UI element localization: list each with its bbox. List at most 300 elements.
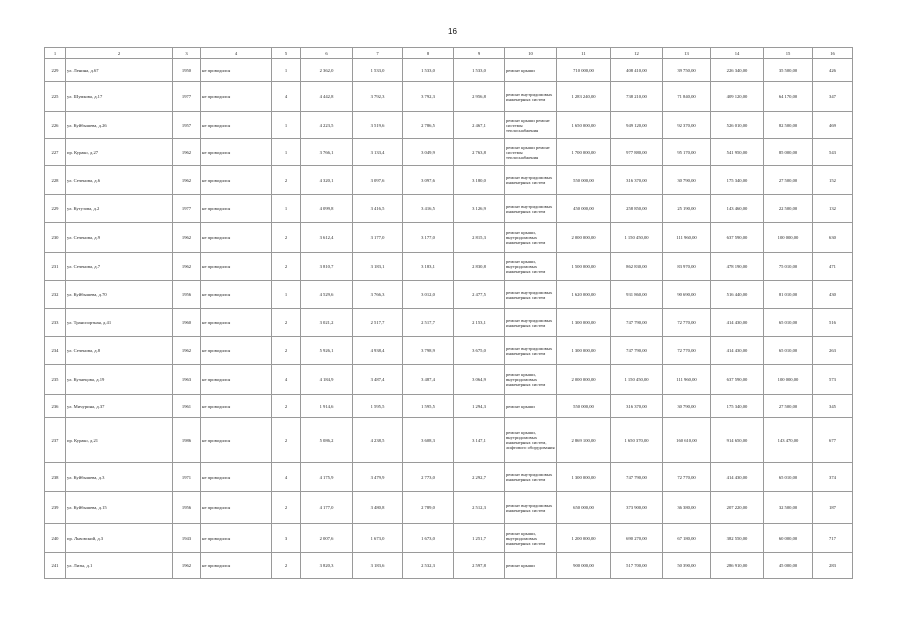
table-cell: пр. Курако, д.21	[66, 418, 173, 463]
table-cell: 100 000,00	[764, 365, 813, 395]
table-cell: ремонт крыши ремонт системы теплоснабжения	[505, 112, 557, 139]
table-cell: 2 869 100,00	[557, 418, 611, 463]
table-cell: 3 792,3	[353, 82, 403, 112]
table-cell: 143 460,00	[711, 195, 764, 223]
table-cell: 4 223,5	[301, 112, 353, 139]
table-cell: 677	[813, 418, 853, 463]
table-cell: не проводился	[201, 59, 272, 82]
table-cell: 175 340,00	[711, 166, 764, 195]
column-header: 2	[66, 48, 173, 59]
table-cell: 1 650 370,00	[611, 418, 663, 463]
table-cell: 83 970,00	[663, 253, 711, 281]
table-cell: 60 000,00	[764, 524, 813, 553]
table-cell: не проводился	[201, 309, 272, 337]
table-cell: не проводился	[201, 195, 272, 223]
table-cell: не проводился	[201, 253, 272, 281]
table-cell: 3 487,4	[403, 365, 454, 395]
table-cell: не проводился	[201, 395, 272, 418]
table-cell: 226 340,00	[711, 59, 764, 82]
table-cell: 374	[813, 463, 853, 492]
table-cell: 39 750,00	[663, 59, 711, 82]
table-cell: 25 190,00	[663, 195, 711, 223]
table-cell: 27 500,00	[764, 395, 813, 418]
table-cell: 2 517,7	[403, 309, 454, 337]
table-cell: 72 770,00	[663, 463, 711, 492]
table-cell: 82 500,00	[764, 112, 813, 139]
column-header: 7	[353, 48, 403, 59]
table-cell: 2 597,8	[454, 553, 505, 579]
table-cell: 1	[272, 112, 301, 139]
capital-repair-table	[44, 47, 853, 579]
table-cell: 3 519,6	[353, 112, 403, 139]
table-cell: 160 610,00	[663, 418, 711, 463]
table-cell: 2 153,1	[454, 309, 505, 337]
table-cell: ул. Мичурина, д.37	[66, 395, 173, 418]
table-cell: 316 370,00	[611, 395, 663, 418]
table-cell: ремонт внутридомовых инженерных систем	[505, 309, 557, 337]
table-cell: 1	[272, 195, 301, 223]
table-cell: 409 120,00	[711, 82, 764, 112]
table-cell: 111 960,00	[663, 223, 711, 253]
table-cell: 65 010,00	[764, 337, 813, 365]
table-cell: 1	[272, 139, 301, 166]
table-cell: не проводился	[201, 463, 272, 492]
table-cell: 3 479,9	[353, 463, 403, 492]
table-cell: 286 910,00	[711, 553, 764, 579]
table-cell: не проводился	[201, 337, 272, 365]
table-cell: 1 251,7	[454, 524, 505, 553]
table-cell: 1950	[173, 59, 201, 82]
table-cell: 1986	[173, 418, 201, 463]
column-header: 4	[201, 48, 272, 59]
table-cell: 2	[272, 253, 301, 281]
table-cell: 231	[45, 253, 66, 281]
table-cell: 2 512,3	[454, 492, 505, 524]
table-cell: 1962	[173, 166, 201, 195]
table-row	[45, 223, 853, 253]
table-cell: не проводился	[201, 82, 272, 112]
column-header: 13	[663, 48, 711, 59]
table-cell: 637 590,00	[711, 365, 764, 395]
column-header: 3	[173, 48, 201, 59]
table-cell: не проводился	[201, 524, 272, 553]
table-cell: 237	[45, 418, 66, 463]
table-cell: 517 700,00	[611, 553, 663, 579]
table-cell: 2	[272, 337, 301, 365]
column-header: 5	[272, 48, 301, 59]
table-cell: 1961	[173, 395, 201, 418]
table-cell: 747 790,00	[611, 337, 663, 365]
table-cell: 32 500,00	[764, 492, 813, 524]
table-cell: 373 900,00	[611, 492, 663, 524]
table-cell: 3 183,1	[403, 253, 454, 281]
column-header: 9	[454, 48, 505, 59]
table-cell: 27 500,00	[764, 166, 813, 195]
table-cell: не проводился	[201, 223, 272, 253]
table-row	[45, 395, 853, 418]
table-row	[45, 281, 853, 309]
table-cell: 3 487,4	[353, 365, 403, 395]
table-cell: 3 416,5	[353, 195, 403, 223]
table-cell: 229	[45, 59, 66, 82]
column-header: 16	[813, 48, 853, 59]
table-cell: 263	[813, 337, 853, 365]
table-cell: 345	[813, 395, 853, 418]
table-cell: ремонт крыши, внутридомовых инженерных систем	[505, 365, 557, 395]
column-header: 1	[45, 48, 66, 59]
table-cell: 3 608,3	[403, 418, 454, 463]
table-cell: 3	[272, 524, 301, 553]
table-row	[45, 492, 853, 524]
table-cell: ул. Лизы, д.1	[66, 553, 173, 579]
table-cell: 1 150 450,00	[611, 365, 663, 395]
table-cell: 471	[813, 253, 853, 281]
table-row	[45, 253, 853, 281]
table-cell: 550 000,00	[557, 166, 611, 195]
table-cell: 5 086,2	[301, 418, 353, 463]
table-cell: 747 790,00	[611, 309, 663, 337]
table-cell: 931 860,00	[611, 281, 663, 309]
table-cell: 1 533,0	[403, 59, 454, 82]
table-cell: ремонт крыши ремонт системы теплоснабжения	[505, 139, 557, 166]
table-cell: 2 000 000,00	[557, 365, 611, 395]
table-cell: ремонт внутридомовых инженерных систем	[505, 337, 557, 365]
table-cell: ремонт крыши, внутридомовых инженерных систем	[505, 223, 557, 253]
table-cell: 64 170,00	[764, 82, 813, 112]
table-cell: 3 766,1	[301, 139, 353, 166]
table-cell: 3 126,9	[454, 195, 505, 223]
table-cell: 111 960,00	[663, 365, 711, 395]
table-cell: 2 830,8	[454, 253, 505, 281]
table-cell: ремонт внутридомовых инженерных систем	[505, 492, 557, 524]
column-header: 15	[764, 48, 813, 59]
table-cell: 1 650 000,00	[557, 112, 611, 139]
table-cell: 2	[272, 395, 301, 418]
table-cell: ремонт крыши	[505, 395, 557, 418]
table-cell: 1 294,3	[454, 395, 505, 418]
table-cell: 1960	[173, 309, 201, 337]
table-row	[45, 166, 853, 195]
table-cell: 1943	[173, 524, 201, 553]
table-cell: 22 500,00	[764, 195, 813, 223]
table-cell: 650 000,00	[557, 492, 611, 524]
table-cell: 175 340,00	[711, 395, 764, 418]
table-cell: 30 790,00	[663, 166, 711, 195]
table-cell: 4	[272, 82, 301, 112]
table-cell: ул. Куйбышева, д.70	[66, 281, 173, 309]
table-cell: 4 099,8	[301, 195, 353, 223]
table-row	[45, 418, 853, 463]
table-cell: 1 200 000,00	[557, 524, 611, 553]
table-cell: 3 180,0	[454, 166, 505, 195]
table-cell: 4 529,6	[301, 281, 353, 309]
table-cell: 4	[272, 463, 301, 492]
table-cell: 36 380,00	[663, 492, 711, 524]
table-row	[45, 309, 853, 337]
table-cell: пр. Курако, д.27	[66, 139, 173, 166]
table-cell: 283	[813, 553, 853, 579]
table-cell: 2 956,8	[454, 82, 505, 112]
table-cell: 1 595,5	[403, 395, 454, 418]
table-cell: 85 000,00	[764, 139, 813, 166]
table-cell: 414 430,00	[711, 463, 764, 492]
table-cell: 50 390,00	[663, 553, 711, 579]
table-cell: ул. Куйбышева, д.26	[66, 112, 173, 139]
table-cell: 1 533,0	[454, 59, 505, 82]
table-cell: 71 840,00	[663, 82, 711, 112]
table-cell: 4 320,1	[301, 166, 353, 195]
table-cell: 65 010,00	[764, 309, 813, 337]
table-row	[45, 112, 853, 139]
table-row	[45, 553, 853, 579]
table-cell: 225	[45, 82, 66, 112]
table-cell: 1 673,0	[403, 524, 454, 553]
table-cell: 45 000,00	[764, 553, 813, 579]
table-cell: 414 430,00	[711, 309, 764, 337]
table-cell: 72 770,00	[663, 309, 711, 337]
table-cell: 1962	[173, 139, 201, 166]
table-cell: 90 690,00	[663, 281, 711, 309]
table-cell: не проводился	[201, 166, 272, 195]
table-cell: 3 177,0	[403, 223, 454, 253]
table-cell: 717	[813, 524, 853, 553]
table-cell: ул. Сеченова, д.7	[66, 253, 173, 281]
table-cell: 2	[272, 309, 301, 337]
table-cell: 914 650,00	[711, 418, 764, 463]
table-cell: 637 590,00	[711, 223, 764, 253]
table-cell: 2 532,3	[403, 553, 454, 579]
table-cell: 382 550,00	[711, 524, 764, 553]
table-cell: 2 000 000,00	[557, 223, 611, 253]
table-cell: 550 000,00	[557, 395, 611, 418]
table-cell: 152	[813, 166, 853, 195]
table-row	[45, 82, 853, 112]
table-cell: ул. Транспортная, д.41	[66, 309, 173, 337]
table-cell: не проводился	[201, 492, 272, 524]
table-cell: 862 830,00	[611, 253, 663, 281]
table-cell: 1962	[173, 337, 201, 365]
table-cell: 235	[45, 365, 66, 395]
table-cell: 573	[813, 365, 853, 395]
table-cell: ул. Шумкова, д.17	[66, 82, 173, 112]
table-cell: ул. Ленина, д.67	[66, 59, 173, 82]
table-cell: 3 133,4	[353, 139, 403, 166]
table-cell: 3 612,4	[301, 223, 353, 253]
table-cell: 900 000,00	[557, 553, 611, 579]
table-cell: 3 798,9	[403, 337, 454, 365]
table-cell: 143 470,00	[764, 418, 813, 463]
table-cell: 234	[45, 337, 66, 365]
table-cell: 1 673,0	[353, 524, 403, 553]
table-row	[45, 365, 853, 395]
table-cell: 3 097,6	[403, 166, 454, 195]
table-cell: 72 770,00	[663, 337, 711, 365]
table-cell: 2	[272, 492, 301, 524]
table-cell: 347	[813, 82, 853, 112]
table-row	[45, 195, 853, 223]
table-cell: 738 210,00	[611, 82, 663, 112]
table-cell: 3 021,2	[301, 309, 353, 337]
table-cell: 478 190,00	[711, 253, 764, 281]
column-header: 11	[557, 48, 611, 59]
table-cell: 3 177,0	[353, 223, 403, 253]
table-cell: ремонт внутридомовых инженерных систем	[505, 463, 557, 492]
table-cell: 1957	[173, 112, 201, 139]
table-cell: 2	[272, 166, 301, 195]
table-cell: 1956	[173, 492, 201, 524]
table-cell: 232	[45, 281, 66, 309]
table-cell: 1963	[173, 365, 201, 395]
table-cell: ул. Сеченова, д.9	[66, 223, 173, 253]
table-cell: 516 440,00	[711, 281, 764, 309]
table-cell: 2	[272, 553, 301, 579]
table-cell: 3 049,9	[403, 139, 454, 166]
table-cell: 239	[45, 492, 66, 524]
table-cell: 227	[45, 139, 66, 166]
table-cell: 35 500,00	[764, 59, 813, 82]
table-cell: 81 010,00	[764, 281, 813, 309]
table-cell: 1 620 000,00	[557, 281, 611, 309]
column-header: 10	[505, 48, 557, 59]
table-cell: ремонт внутридомовых инженерных систем	[505, 195, 557, 223]
table-cell: 1 533,0	[353, 59, 403, 82]
table-cell: 690 270,00	[611, 524, 663, 553]
table-cell: 949 120,00	[611, 112, 663, 139]
column-header: 6	[301, 48, 353, 59]
table-cell: 100 000,00	[764, 223, 813, 253]
table-cell: 1956	[173, 281, 201, 309]
table-cell: 526 010,00	[711, 112, 764, 139]
table-cell: 1 283 240,00	[557, 82, 611, 112]
table-cell: 316 370,00	[611, 166, 663, 195]
table-cell: 543	[813, 139, 853, 166]
table-cell: 3 675,0	[454, 337, 505, 365]
table-cell: 3 097,6	[353, 166, 403, 195]
table-cell: 1962	[173, 553, 201, 579]
table-cell: 426	[813, 59, 853, 82]
table-cell: 710 000,00	[557, 59, 611, 82]
table-cell: не проводился	[201, 553, 272, 579]
table-cell: 414 430,00	[711, 337, 764, 365]
table-cell: 4 238,5	[353, 418, 403, 463]
table-cell: 1977	[173, 82, 201, 112]
table-cell: 1	[272, 281, 301, 309]
table-cell: 3 820,3	[301, 553, 353, 579]
table-cell: 1 700 000,00	[557, 139, 611, 166]
table-cell: ремонт крыши	[505, 59, 557, 82]
table-cell: 1 300 000,00	[557, 463, 611, 492]
table-cell: 4 175,9	[301, 463, 353, 492]
table-cell: 3 183,6	[353, 553, 403, 579]
table-cell: ремонт внутридомовых инженерных систем	[505, 166, 557, 195]
table-row	[45, 524, 853, 553]
table-cell: 1	[272, 59, 301, 82]
table-cell: 516	[813, 309, 853, 337]
table-cell: не проводился	[201, 139, 272, 166]
table-cell: ул. Сеченова, д.6	[66, 166, 173, 195]
table-cell: 228	[45, 166, 66, 195]
table-cell: ремонт крыши	[505, 553, 557, 579]
table-cell: 67 180,00	[663, 524, 711, 553]
table-cell: не проводился	[201, 365, 272, 395]
table-cell: 4 938,4	[353, 337, 403, 365]
table-cell: 1962	[173, 223, 201, 253]
table-cell: 1 150 450,00	[611, 223, 663, 253]
table-cell: 240	[45, 524, 66, 553]
table-row	[45, 59, 853, 82]
table-cell: 977 880,00	[611, 139, 663, 166]
table-cell: ремонт крыши, внутридомовых инженерных систем, лифтового оборудования	[505, 418, 557, 463]
table-cell: ул. Кутузова, д.2	[66, 195, 173, 223]
table-cell: ул. Кузнецова, д.19	[66, 365, 173, 395]
page-number: 16	[448, 27, 457, 36]
table-cell: 5 926,1	[301, 337, 353, 365]
table-cell: 1 595,5	[353, 395, 403, 418]
table-cell: ремонт внутридомовых инженерных систем	[505, 281, 557, 309]
table-cell: 1 300 000,00	[557, 309, 611, 337]
table-cell: 230	[45, 223, 66, 253]
table-cell: пр. Львовский, д.3	[66, 524, 173, 553]
table-cell: 1971	[173, 463, 201, 492]
column-header: 14	[711, 48, 764, 59]
table-cell: 207 220,00	[711, 492, 764, 524]
table-cell: ремонт крыши, внутридомовых инженерных систем	[505, 253, 557, 281]
table-cell: 3 766,3	[353, 281, 403, 309]
table-cell: не проводился	[201, 418, 272, 463]
table-cell: 1 500 000,00	[557, 253, 611, 281]
table-cell: не проводился	[201, 112, 272, 139]
table-cell: 2 789,0	[403, 492, 454, 524]
table-cell: 233	[45, 309, 66, 337]
table-cell: 1962	[173, 253, 201, 281]
table-cell: 2 007,6	[301, 524, 353, 553]
table-cell: 3 147,1	[454, 418, 505, 463]
table-cell: ремонт крыши, внутридомовых инженерных систем	[505, 524, 557, 553]
table-cell: 3 480,8	[353, 492, 403, 524]
table-cell: 630	[813, 223, 853, 253]
column-header: 12	[611, 48, 663, 59]
table-row	[45, 139, 853, 166]
table-cell: 132	[813, 195, 853, 223]
table-row	[45, 337, 853, 365]
table-cell: 2 517,7	[353, 309, 403, 337]
table-cell: 430	[813, 281, 853, 309]
table-cell: 3 810,7	[301, 253, 353, 281]
table-cell: 226	[45, 112, 66, 139]
table-cell: 92 370,00	[663, 112, 711, 139]
table-cell: 2 773,0	[403, 463, 454, 492]
table-cell: 469	[813, 112, 853, 139]
table-cell: 747 790,00	[611, 463, 663, 492]
table-cell: 2 763,8	[454, 139, 505, 166]
table-cell: 3 183,1	[353, 253, 403, 281]
column-header: 8	[403, 48, 454, 59]
table-cell: 1 300 000,00	[557, 337, 611, 365]
table-cell: 408 410,00	[611, 59, 663, 82]
table-cell: 1 914,6	[301, 395, 353, 418]
table-cell: 75 010,00	[764, 253, 813, 281]
table-cell: 4 177,0	[301, 492, 353, 524]
table-cell: 2 786,5	[403, 112, 454, 139]
table-cell: 3 792,3	[403, 82, 454, 112]
table-cell: 541 950,00	[711, 139, 764, 166]
table-cell: 229	[45, 195, 66, 223]
table-cell: 2 292,7	[454, 463, 505, 492]
table-cell: 258 850,00	[611, 195, 663, 223]
table-cell: ул. Куйбышева, д.3	[66, 463, 173, 492]
table-cell: 4 442,8	[301, 82, 353, 112]
table-cell: 2 477,5	[454, 281, 505, 309]
